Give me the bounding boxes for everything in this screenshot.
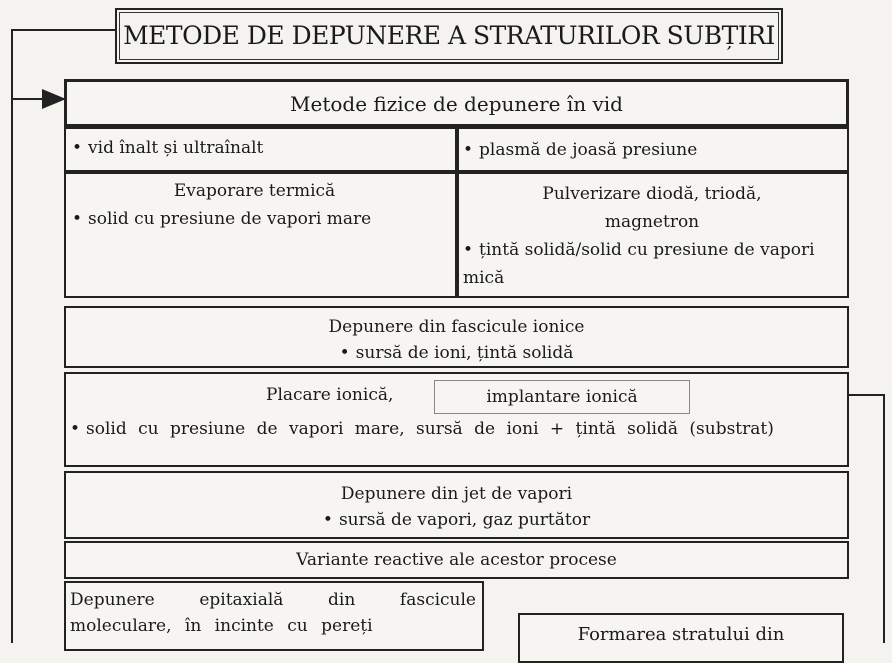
- ion-plating-detail-line: [70, 416, 840, 442]
- formation-cell: Formarea stratului din: [518, 613, 844, 663]
- mbe-cell: Depunere epitaxială din fascicule moleculare, în incinte cu pereți: [64, 581, 484, 651]
- sputtering-cell: [457, 172, 849, 298]
- ion-plating-cell: [64, 372, 849, 467]
- evaporation-detail: • solid cu presiune de vapori mare: [72, 209, 371, 229]
- sputtering-name: Pulverizare diodă, triodă, magnetron: [542, 184, 762, 232]
- ion-beam-detail: • sursă de ioni, țintă solidă: [340, 343, 574, 363]
- reactive-cell: Variante reactive ale acestor procese: [64, 541, 849, 579]
- implant-text: implantare ionică: [486, 387, 638, 407]
- ion-beam-detail-line: [66, 340, 847, 366]
- vacuum-right-text: • plasmă de joasă presiune: [463, 140, 697, 160]
- vapor-jet-name: Depunere din jet de vapori: [340, 484, 573, 504]
- physical-methods-header: Metode fizice de depunere în vid: [64, 79, 849, 127]
- diagram-title: METODE DE DEPUNERE A STRATURILOR SUBȚIRI: [115, 8, 783, 64]
- sputtering-detail: • țintă solidă/solid cu presiune de vapori mică: [463, 240, 815, 288]
- evaporation-detail-line: [72, 208, 451, 230]
- implant-box: [434, 380, 690, 414]
- ion-plating-detail: • solid cu presiune de vapori mare, sursă de ioni + țintă solidă (substrat): [70, 419, 774, 439]
- vacuum-cell-left: [64, 127, 457, 172]
- vacuum-cell-right: [457, 127, 849, 172]
- ion-beam-name: Depunere din fascicule ionice: [328, 317, 585, 337]
- ion-plating-name: Placare ionică,: [266, 385, 394, 405]
- vapor-jet-detail: • sursă de vapori, gaz purtător: [323, 510, 590, 530]
- ion-beam-cell: [64, 306, 849, 368]
- evaporation-cell: [64, 172, 457, 298]
- vapor-jet-detail-line: [66, 507, 847, 533]
- sputtering-detail-line: [463, 236, 841, 292]
- vacuum-left-text: • vid înalt și ultraînalt: [72, 138, 263, 158]
- evaporation-name: Evaporare termică: [173, 181, 336, 201]
- vapor-jet-cell: [64, 471, 849, 539]
